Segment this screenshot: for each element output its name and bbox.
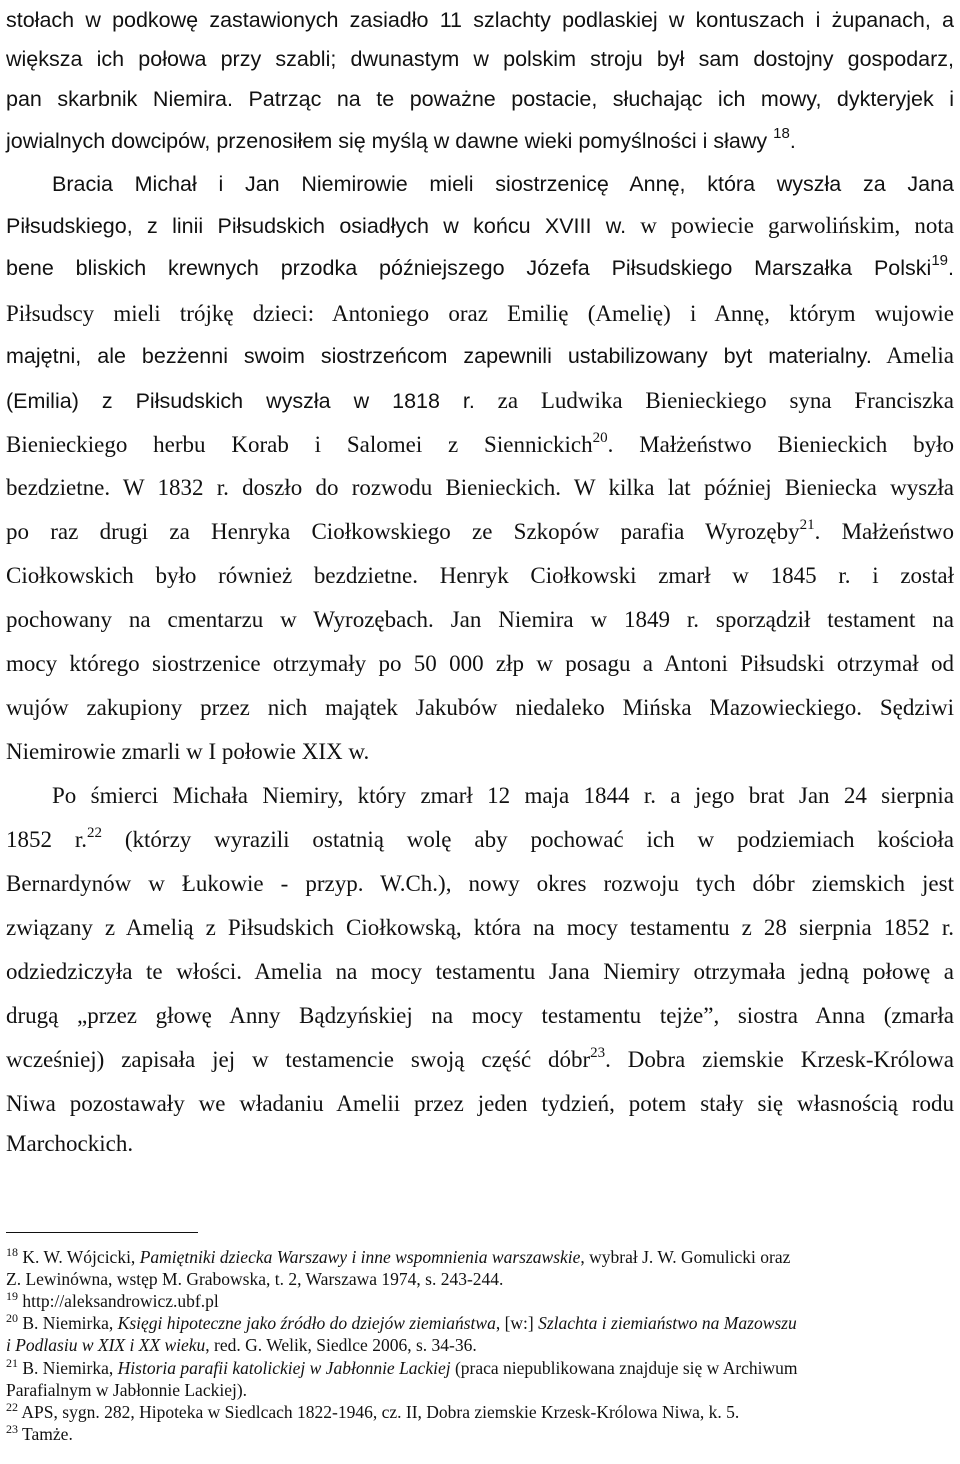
text-line <box>6 1124 954 1164</box>
footnote-21 <box>6 1357 954 1379</box>
text-run: . Małżeństwo <box>814 519 955 544</box>
footnote-ref: 20 <box>592 430 608 446</box>
footnote-23 <box>6 1423 954 1445</box>
text-run: Amelia <box>871 343 954 368</box>
text-run: Bernardynów w Łukowie - przyp. W.Ch.), nowy okres rozwoju tych dóbr ziemskich jest <box>6 871 954 896</box>
text-line <box>6 425 954 465</box>
footnote-separator <box>6 1232 198 1233</box>
text-run: . <box>948 256 954 280</box>
text-run: za Ludwika Bienieckiego syna Franciszka <box>474 388 954 413</box>
text-run: mocy którego siostrzenice otrzymały po 50 000 złp w posagu a Antoni Piłsudski otrzymał od <box>6 651 954 676</box>
footnote-ref: 18 <box>773 125 790 142</box>
footnote-text: K. W. Wójcicki, <box>18 1247 140 1267</box>
text-run: (którzy wyrazili ostatnią wolę aby pochować ich w podziemiach kościoła <box>102 827 955 852</box>
footnote-link[interactable]: http://aleksandrowicz.ubf.pl <box>18 1291 219 1311</box>
footnote-text: , [w:] <box>495 1313 539 1333</box>
text-line <box>6 206 954 246</box>
footnote-number: 21 <box>6 1356 18 1370</box>
footnote-ref: 19 <box>931 252 949 269</box>
footnote-title: Pamiętniki dziecka Warszawy i inne wspomnienia warszawskie <box>139 1247 581 1267</box>
text-run: jowialnych dowcipów, przenosiłem się myślą w dawne wieki pomyślności i sławy <box>6 129 774 153</box>
text-run: bene bliskich krewnych przodka późniejszego Józefa Piłsudskiego Marszałka Polski <box>6 256 932 280</box>
text-line <box>6 556 954 596</box>
text-line <box>6 820 954 860</box>
footnote-text: (praca niepublikowana znajduje się w Archiwum <box>450 1358 798 1378</box>
footnote-text: , wybrał J. W. Gomulicki oraz <box>580 1247 791 1267</box>
text-line <box>6 512 954 552</box>
text-run: wcześniej) zapisała jej w testamencie swoją część dóbr <box>6 1047 591 1072</box>
text-run: wujów zakupiony przez nich majątek Jakubów niedaleko Mińska Mazowieckiego. Sędziwi <box>6 695 954 720</box>
text-line <box>6 908 954 948</box>
text-line <box>6 996 954 1036</box>
text-run: Marchockich. <box>6 1131 134 1156</box>
footnote-18 <box>6 1246 954 1268</box>
text-run: (Emilia) z Piłsudskich wyszła w 1818 r. <box>6 389 475 413</box>
text-run: . <box>789 129 796 153</box>
footnote-number: 19 <box>6 1289 18 1303</box>
footnote-number: 22 <box>6 1400 18 1414</box>
text-line <box>6 1040 954 1080</box>
text-run: Po śmierci Michała Niemiry, który zmarł 12 maja 1844 r. a jego brat Jan 24 sierpnia <box>52 783 954 808</box>
footnote-text: Parafialnym w Jabłonnie Lackiej). <box>6 1380 248 1400</box>
text-run: w powiecie garwolińskim, nota <box>626 213 954 238</box>
text-run: . Dobra ziemskie Krzesk-Królowa <box>605 1047 954 1072</box>
text-line <box>6 336 954 376</box>
text-line <box>6 644 954 684</box>
footnote-22 <box>6 1401 954 1423</box>
footnote-title: Historia parafii katolickiej w Jabłonnie Lackiej <box>117 1358 451 1378</box>
footnote-19 <box>6 1290 954 1312</box>
footnote-title: Księgi hipoteczne jako źródło do dziejów ziemiaństwa <box>117 1313 496 1333</box>
footnote-20 <box>6 1312 954 1334</box>
text-line <box>6 600 954 640</box>
text-run: związany z Amelią z Piłsudskich Ciołkowską, która na mocy testamentu z 28 sierpnia 1852 r. <box>6 915 954 940</box>
footnote-ref: 21 <box>799 517 815 533</box>
text-run: majętni, ale bezżenni swoim siostrzeńcom zapewnili ustabilizowany byt materialny. <box>6 344 872 368</box>
text-line <box>6 381 954 421</box>
footnote-number: 18 <box>6 1245 18 1259</box>
text-run: stołach w podkowę zastawionych zasiadło 11 szlachty podlaskiej w kontuszach i żupanach, a <box>6 8 954 32</box>
text-run: bezdzietne. W 1832 r. doszło do rozwodu Bienieckich. W kilka lat później Bieniecka wyszła <box>6 475 954 500</box>
text-line <box>6 294 954 334</box>
text-run: Piłsudscy mieli trójkę dzieci: Antoniego oraz Emilię (Amelię) i Annę, którym wujowie <box>6 301 954 326</box>
text-run: Niwa pozostawały we władaniu Amelii przez jeden tydzień, potem stały się własnością rodu <box>6 1091 954 1116</box>
text-run: 1852 r. <box>6 827 88 852</box>
text-line <box>6 248 954 288</box>
text-run: odziedziczyła te włości. Amelia na mocy testamentu Jana Niemiry otrzymała jedną połowę a <box>6 959 954 984</box>
text-line <box>6 1084 954 1124</box>
footnote-text: B. Niemirka, <box>18 1358 118 1378</box>
text-line <box>6 0 954 40</box>
footnote-title: i Podlasiu w XIX i XX wieku <box>6 1335 206 1355</box>
footnote-text: Tamże. <box>18 1424 73 1444</box>
text-line <box>6 121 954 161</box>
text-run: pan skarbnik Niemira. Patrząc na te poważne postacie, słuchając ich mowy, dykteryjek i <box>6 87 954 111</box>
text-run: Piłsudskiego, z linii Piłsudskich osiadłych w końcu XVIII w. <box>6 214 627 238</box>
text-run: Ciołkowskich było również bezdzietne. Henryk Ciołkowski zmarł w 1845 r. i został <box>6 563 954 588</box>
footnote-title: Szlachta i ziemiaństwo na Mazowszu <box>538 1313 797 1333</box>
text-run: . Małżeństwo Bienieckich było <box>607 432 955 457</box>
footnote-text: APS, sygn. 282, Hipoteka w Siedlcach 1822-1946, cz. II, Dobra ziemskie Krzesk-Królowa Niwa, k. 5. <box>18 1402 740 1422</box>
footnote-21-cont <box>6 1379 954 1401</box>
text-run: po raz drugi za Henryka Ciołkowskiego ze Szkopów parafia Wyrozęby <box>6 519 800 544</box>
text-run: Bracia Michał i Jan Niemirowie mieli siostrzenicę Annę, która wyszła za Jana <box>52 172 954 196</box>
text-line <box>6 468 954 508</box>
footnote-ref: 23 <box>590 1045 606 1061</box>
footnote-number: 20 <box>6 1311 18 1325</box>
footnote-text: Z. Lewinówna, wstęp M. Grabowska, t. 2, Warszawa 1974, s. 243-244. <box>6 1269 504 1289</box>
footnote-ref: 22 <box>87 825 103 841</box>
text-run: Niemirowie zmarli w I połowie XIX w. <box>6 739 370 764</box>
text-line <box>6 79 954 119</box>
paragraph-first-line <box>6 776 954 816</box>
text-line <box>6 39 954 79</box>
footnote-number: 23 <box>6 1422 18 1436</box>
text-run: Bienieckiego herbu Korab i Salomei z Siennickich <box>6 432 593 457</box>
text-run: większa ich połowa przy szabli; dwunastym w polskim stroju był sam dostojny gospodarz, <box>6 47 954 71</box>
footnote-20-cont <box>6 1334 954 1356</box>
footnote-18-cont <box>6 1268 954 1290</box>
text-line <box>6 688 954 728</box>
text-line <box>6 732 954 772</box>
footnote-text: , red. G. Welik, Siedlce 2006, s. 34-36. <box>205 1335 477 1355</box>
text-line <box>6 864 954 904</box>
text-line <box>6 952 954 992</box>
paragraph-first-line <box>6 164 954 204</box>
text-run: pochowany na cmentarzu w Wyrozębach. Jan Niemira w 1849 r. sporządził testament na <box>6 607 954 632</box>
footnote-text: B. Niemirka, <box>18 1313 118 1333</box>
text-run: drugą „przez głowę Anny Bądzyńskiej na mocy testamentu tejże”, siostra Anna (zmarła <box>6 1003 954 1028</box>
